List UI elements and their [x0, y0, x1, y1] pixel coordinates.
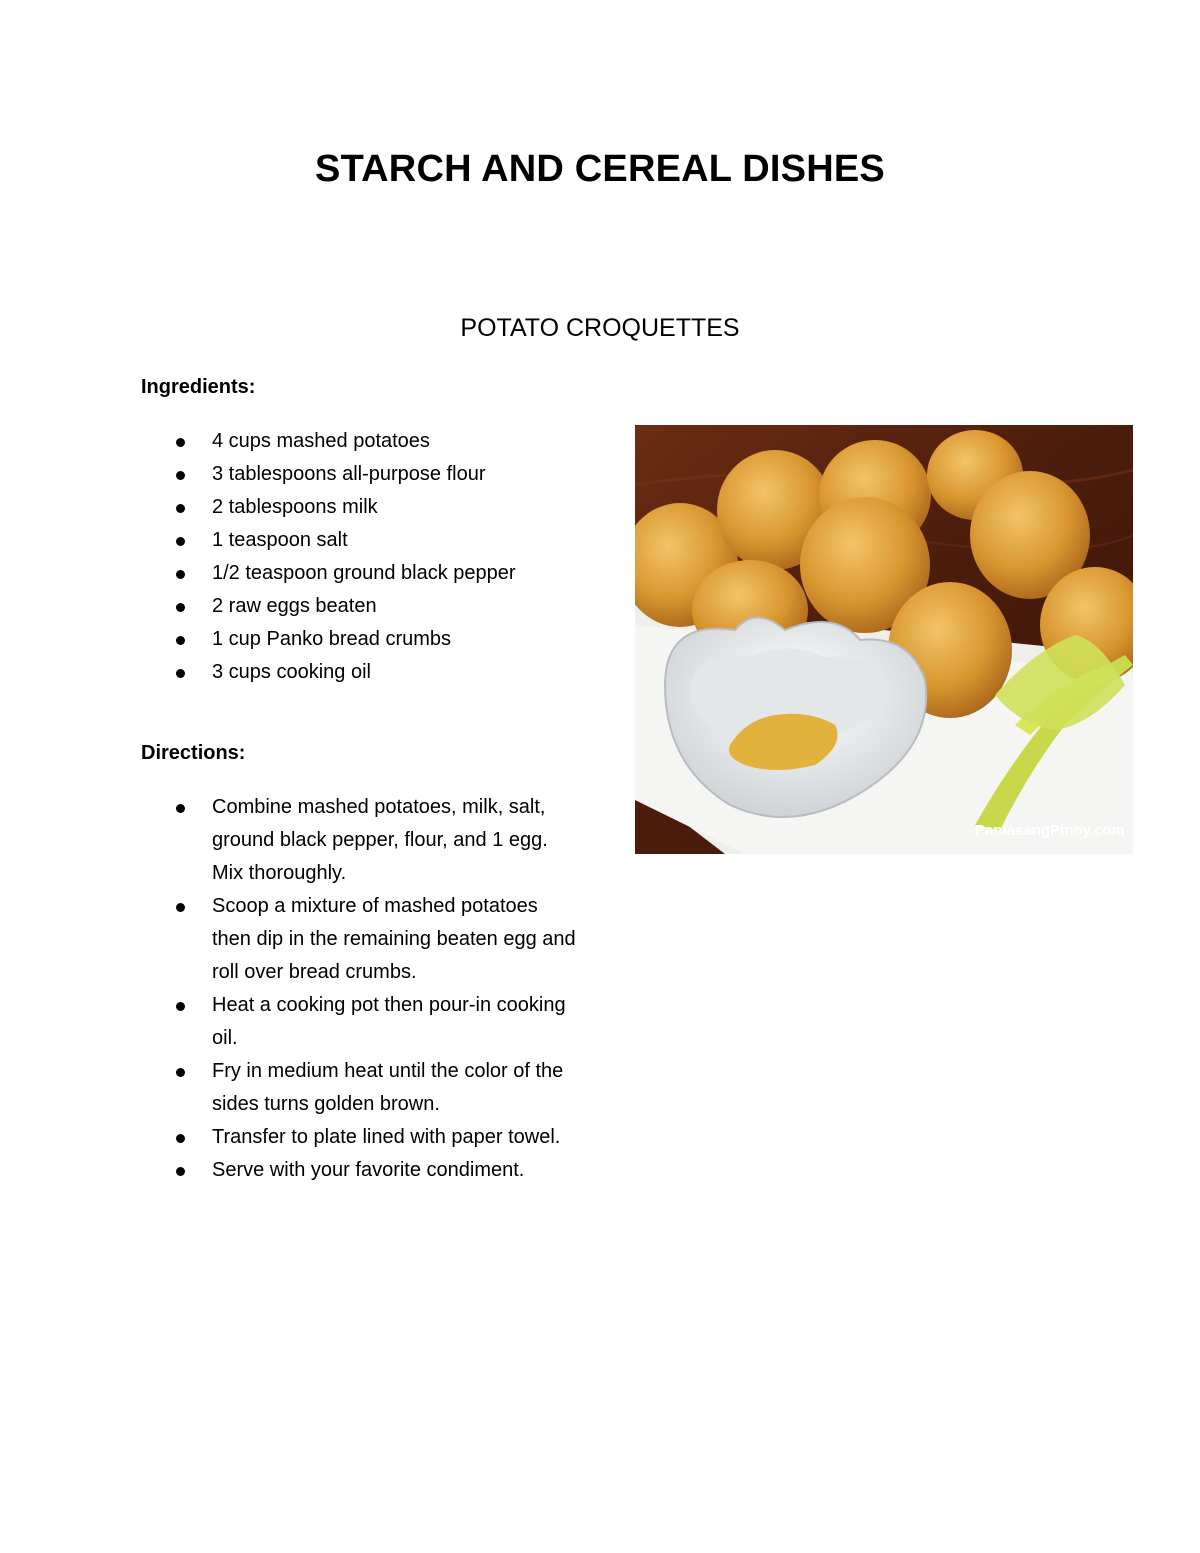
- ingredient-item: [141, 491, 611, 524]
- bullet-icon: [176, 603, 185, 612]
- bullet-icon: [176, 1068, 185, 1077]
- ingredient-text: 3 tablespoons all-purpose flour: [212, 463, 486, 485]
- direction-step: [141, 890, 581, 989]
- directions-heading: Directions:: [141, 742, 246, 764]
- bullet-icon: [176, 1002, 185, 1011]
- bullet-icon: [176, 669, 185, 678]
- directions-list: [141, 791, 581, 1187]
- ingredients-heading: Ingredients:: [141, 376, 256, 398]
- direction-text: Scoop a mixture of mashed potatoes then dip in the remaining beaten egg and roll over bread crumbs.: [212, 895, 576, 983]
- bullet-icon: [176, 1167, 185, 1176]
- ingredient-item: [141, 656, 611, 689]
- direction-step: [141, 989, 581, 1055]
- ingredient-item: [141, 623, 611, 656]
- bullet-icon: [176, 438, 185, 447]
- bullet-icon: [176, 504, 185, 513]
- page-title: STARCH AND CEREAL DISHES: [315, 148, 885, 190]
- direction-text: Transfer to plate lined with paper towel.: [212, 1126, 561, 1148]
- ingredient-text: 4 cups mashed potatoes: [212, 430, 430, 452]
- photo-watermark: PanlasangPinoy.com: [975, 822, 1125, 839]
- ingredient-item: [141, 590, 611, 623]
- ingredient-text: 2 raw eggs beaten: [212, 595, 377, 617]
- ingredient-text: 1/2 teaspoon ground black pepper: [212, 562, 516, 584]
- bullet-icon: [176, 903, 185, 912]
- direction-step: [141, 791, 581, 890]
- recipe-title: POTATO CROQUETTES: [460, 314, 740, 342]
- ingredient-item: [141, 557, 611, 590]
- bullet-icon: [176, 636, 185, 645]
- ingredient-item: [141, 524, 611, 557]
- bullet-icon: [176, 570, 185, 579]
- ingredient-text: 1 cup Panko bread crumbs: [212, 628, 452, 650]
- direction-text: Combine mashed potatoes, milk, salt, ground black pepper, flour, and 1 egg. Mix thoroughly.: [212, 796, 548, 884]
- ingredient-item: [141, 425, 611, 458]
- direction-step: [141, 1121, 581, 1154]
- direction-step: [141, 1154, 581, 1187]
- direction-text: Serve with your favorite condiment.: [212, 1159, 525, 1181]
- croquettes-photo: [635, 425, 1133, 854]
- direction-text: Heat a cooking pot then pour-in cooking oil.: [212, 994, 566, 1049]
- ingredient-item: [141, 458, 611, 491]
- bullet-icon: [176, 471, 185, 480]
- ingredient-text: 3 cups cooking oil: [212, 661, 371, 683]
- bullet-icon: [176, 804, 185, 813]
- bullet-icon: [176, 537, 185, 546]
- ingredients-list: [141, 425, 611, 689]
- ingredient-text: 1 teaspoon salt: [212, 529, 348, 551]
- bullet-icon: [176, 1134, 185, 1143]
- direction-step: [141, 1055, 581, 1121]
- direction-text: Fry in medium heat until the color of the sides turns golden brown.: [212, 1060, 564, 1115]
- ingredient-text: 2 tablespoons milk: [212, 496, 378, 518]
